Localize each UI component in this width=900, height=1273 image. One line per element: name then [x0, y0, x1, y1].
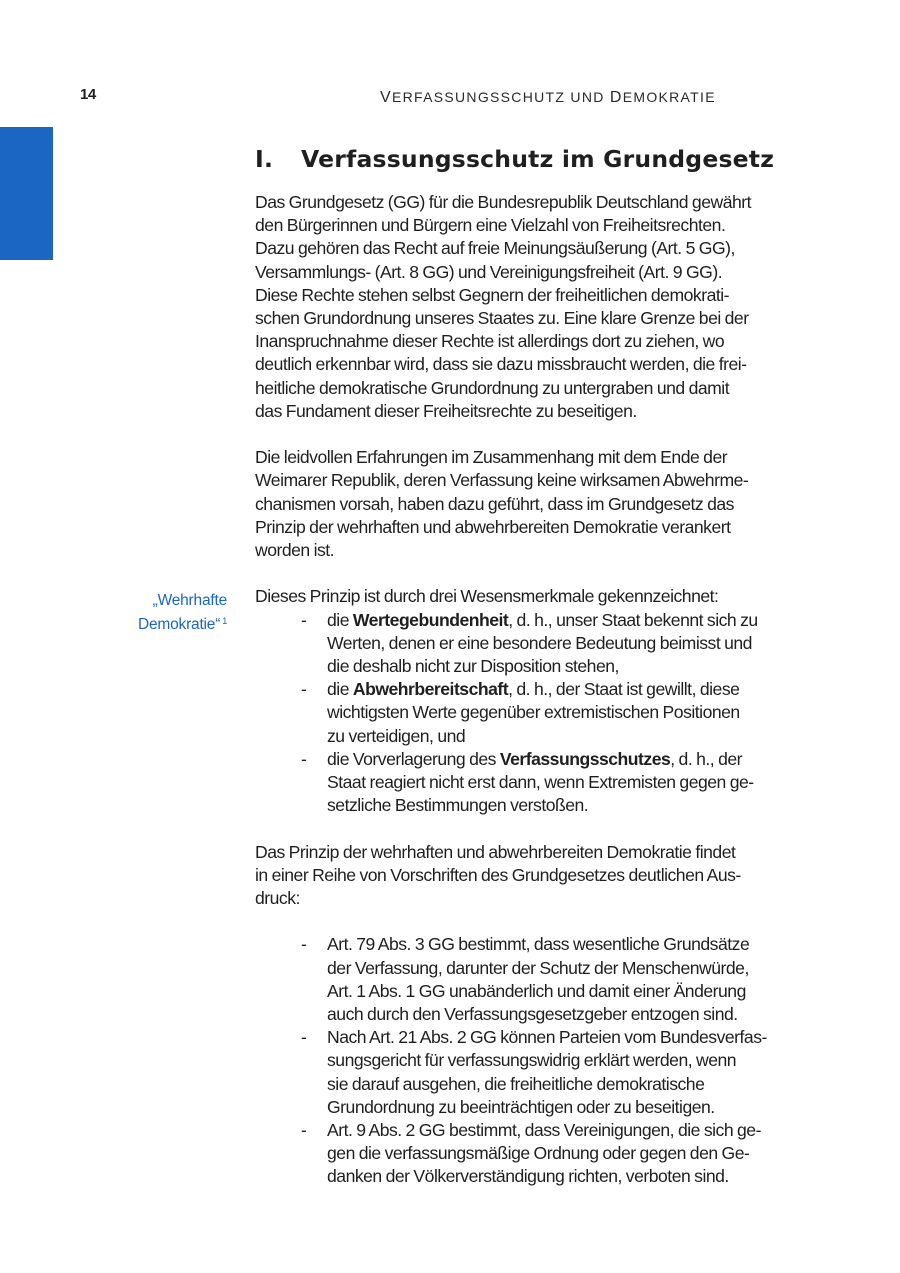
text-line: Nach Art. 21 Abs. 2 GG können Parteien vom Bundesverfas- [327, 1027, 767, 1048]
list-item [301, 933, 825, 1026]
text-line: der Verfassung, darunter der Schutz der Menschenwürde, [327, 957, 749, 978]
margin-note [138, 591, 227, 635]
running-header-cap-2: D [609, 89, 623, 106]
text-line: heitliche demokratische Grundordnung zu untergraben und damit [255, 377, 730, 398]
bold-term: Verfassungsschutzes [499, 748, 671, 769]
dash-bullet: - [301, 934, 307, 955]
dash-bullet: - [301, 748, 307, 769]
text-line: Das Prinzip der wehrhaften und abwehrbereiten Demokratie findet [255, 841, 736, 862]
text-line: Staat reagiert nicht erst dann, wenn Extremisten gegen ge- [327, 772, 754, 793]
margin-note-line-2: Demokratie“ $^1$ [137, 616, 227, 633]
margin-note-line-1: „Wehrhafte [152, 592, 227, 609]
section-heading [255, 145, 774, 173]
dash-bullet: - [301, 1120, 307, 1141]
text-line: in einer Reihe von Vorschriften des Grundgesetzes deutlichen Aus- [255, 864, 741, 885]
text-line: Dazu gehören das Recht auf freie Meinungsäußerung (Art. 5 GG), [255, 238, 735, 259]
text-line: das Fundament dieser Freiheitsrechte zu beseitigen. [255, 400, 637, 421]
text-line: schen Grundordnung unseres Staates zu. Eine klare Grenze bei der [255, 308, 749, 329]
text-line: Die leidvollen Erfahrungen im Zusammenhang mit dem Ende der [255, 447, 728, 468]
text-line: chanismen vorsah, haben dazu geführt, dass im Grundgesetz das [255, 493, 734, 514]
chapter-color-tab [0, 127, 53, 260]
text-line: den Bürgerinnen und Bürgern eine Vielzahl von Freiheitsrechten. [255, 215, 726, 236]
text-line: Art. 1 Abs. 1 GG unabänderlich und damit einer Änderung [327, 980, 746, 1001]
list-item: - die Abwehrbereitschaft, d. h., der Staat ist gewillt, diese wichtigsten Werte gegenüber extremistischen Positionen zu verteidigen, und [301, 679, 740, 746]
text-line: zu verteidigen, und [327, 725, 466, 746]
paragraph-2 [255, 446, 825, 562]
text-line: deutlich erkennbar wird, dass sie dazu missbraucht werden, die frei- [255, 354, 747, 375]
text-line: Das Grundgesetz (GG) für die Bundesrepublik Deutschland gewährt [255, 192, 752, 212]
text-line: worden ist. [255, 540, 335, 561]
text-line: Art. 79 Abs. 3 GG bestimmt, dass wesentliche Grundsätze [327, 934, 750, 955]
dash-bullet: - [301, 679, 307, 700]
bold-term: Wertegebundenheit [352, 609, 509, 630]
text-line: auch durch den Verfassungsgesetzgeber entzogen sind. [327, 1004, 738, 1025]
body-text [255, 191, 825, 1189]
features-list [255, 609, 825, 818]
running-header-part-2: EMOKRATIE [622, 89, 716, 105]
section-number: I. [255, 145, 274, 173]
footnote-marker: 1 [222, 616, 227, 626]
running-header-part-1: ERFASSUNGSSCHUTZ UND [391, 89, 610, 105]
text-line: Inanspruchnahme dieser Rechte ist allerdings dort zu ziehen, wo [255, 331, 725, 352]
text-line: Art. 9 Abs. 2 GG bestimmt, dass Vereinigungen, die sich ge- [327, 1120, 761, 1141]
running-header-cap-1: V [380, 89, 392, 106]
text-line: setzliche Bestimmungen verstoßen. [327, 795, 589, 816]
text-line: gen die verfassungsmäßige Ordnung oder gegen den Ge- [327, 1143, 750, 1164]
text-line: Grundordnung zu beeinträchtigen oder zu beseitigen. [327, 1096, 715, 1117]
text-line: wichtigsten Werte gegenüber extremistischen Positionen [327, 702, 740, 723]
running-header [380, 89, 716, 107]
text-line: Prinzip der wehrhaften und abwehrbereiten Demokratie verankert [255, 516, 731, 537]
dash-bullet: - [301, 1027, 307, 1048]
section-title: Verfassungsschutz im Grundgesetz [301, 145, 775, 173]
text-line: Werten, denen er eine besondere Bedeutung beimisst und [327, 632, 752, 653]
text-line: danken der Völkerverständigung richten, verboten sind. [327, 1166, 729, 1187]
text-line: die deshalb nicht zur Disposition stehen, [327, 656, 619, 677]
text-line: Weimarer Republik, deren Verfassung keine wirksamen Abwehrme- [255, 470, 749, 491]
bold-term: Abwehrbereitschaft [352, 679, 509, 700]
paragraph-4 [255, 841, 825, 911]
dash-bullet: - [301, 609, 307, 630]
list-item: - die Vorverlagerung des Verfassungsschutzes, d. h., der Staat reagiert nicht erst dann, wenn Extremisten gegen ge- setzliche Bestimmungen verstoßen. [301, 748, 754, 816]
page-number: 14 [80, 86, 96, 103]
text-line: sungsgericht für verfassungswidrig erklärt werden, wenn [327, 1050, 737, 1071]
list-item: - die Wertegebundenheit, d. h., unser Staat bekennt sich zu Werten, denen er eine besondere Bedeutung beimisst und die deshalb nicht zur Disposition stehen, [301, 609, 758, 677]
paragraph-3-intro: Dieses Prinzip ist durch drei Wesensmerkmale gekennzeichnet: [255, 586, 719, 607]
list-item [301, 1026, 825, 1119]
paragraph-1 [255, 191, 825, 423]
text-line: sie darauf ausgehen, die freiheitliche demokratische [327, 1073, 705, 1094]
list-item [301, 1119, 825, 1189]
text-line: druck: [255, 888, 300, 909]
text-line: Versammlungs- (Art. 8 GG) und Vereinigungsfreiheit (Art. 9 GG). [255, 261, 723, 282]
provisions-list [255, 933, 825, 1188]
text-line: Diese Rechte stehen selbst Gegnern der freiheitlichen demokrati- [255, 284, 730, 305]
